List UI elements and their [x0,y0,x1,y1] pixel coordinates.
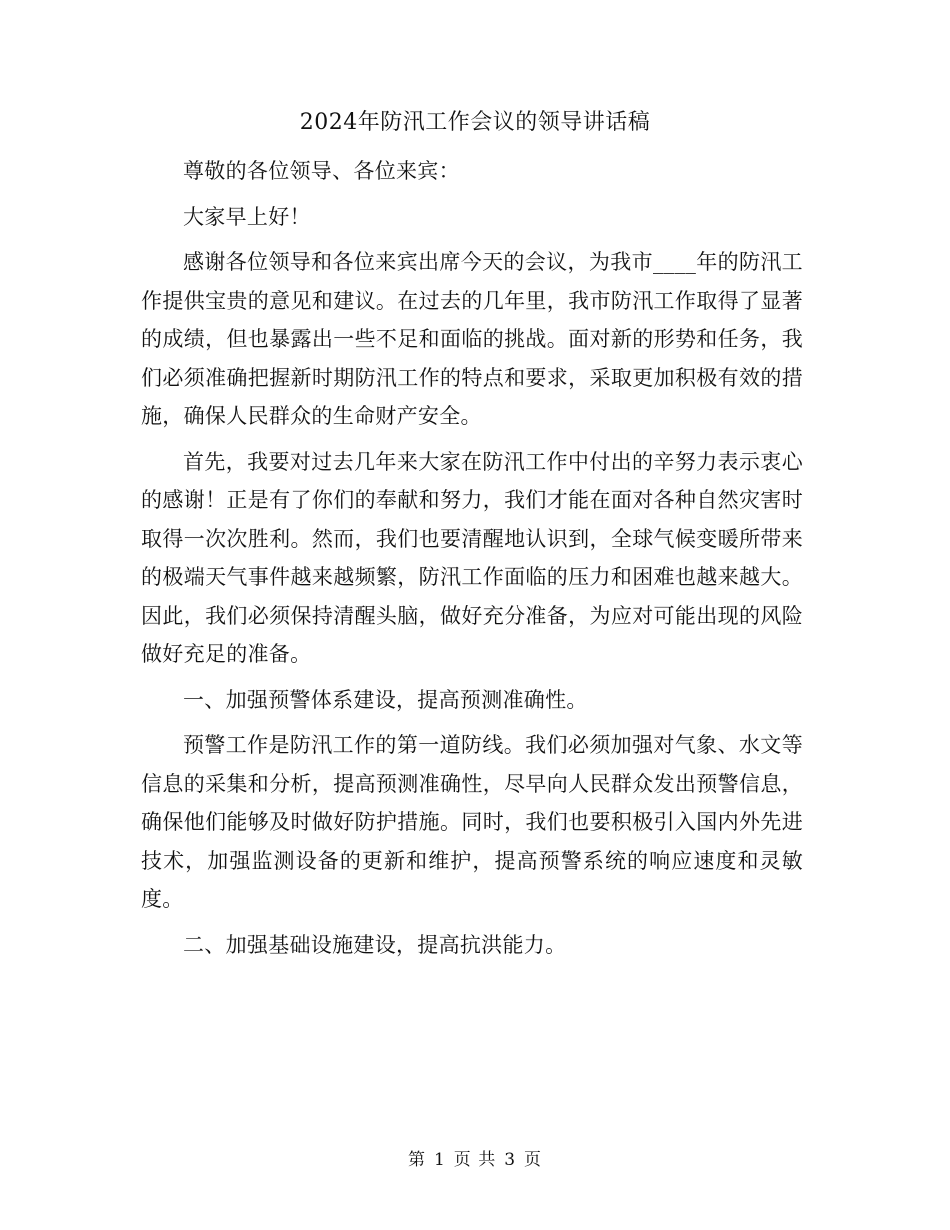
footer-mid: 页 共 [453,1150,497,1170]
document-title: 2024年防汛工作会议的领导讲话稿 [299,110,651,135]
section-heading-1: 一、加强预警体系建设，提高预测准确性。 [183,687,588,712]
footer-prefix: 第 [407,1150,426,1170]
page-footer [0,1146,950,1174]
total-pages: 3 [504,1150,517,1170]
salutation: 尊敬的各位领导、各位来宾： [183,159,460,183]
document-body [141,152,803,971]
section-heading-2: 二、加强基础设施建设，提高抗洪能力。 [183,932,567,957]
paragraph-first: 首先，我要对过去几年来大家在防汛工作中付出的辛努力表示衷心的感谢！正是有了你们的奉献和努力，我们才能在面对各种自然灾害时取得一次次胜利。然而，我们也要清醒地认识到，全球气候变暖所带来的极端天气事件越来越频繁，防汛工作面临的压力和困难也越来越大。因此，我们必须保持清醒头脑，做好充分准备，为应对可能出现的风险做好充足的准备。 [141,449,803,666]
paragraph-warning: 预警工作是防汛工作的第一道防线。我们必须加强对气象、水文等信息的采集和分析，提高预测准确性，尽早向人民群众发出预警信息，确保他们能够及时做好防护措施。同时，我们也要积极引入国内外先进技术，加强监测设备的更新和维护，提高预警系统的响应速度和灵敏度。 [141,733,803,911]
current-page-number: 1 [433,1150,446,1170]
paragraph-thanks: 感谢各位领导和各位来宾出席今天的会议，为我市____年的防汛工作提供宝贵的意见和建议。在过去的几年里，我市防汛工作取得了显著的成绩，但也暴露出一些不足和面临的挑战。面对新的形势和任务，我们必须准确把握新时期防汛工作的特点和要求，采取更加积极有效的措施，确保人民群众的生命财产安全。 [141,250,803,428]
greeting: 大家早上好！ [183,204,311,229]
footer-suffix: 页 [524,1150,543,1170]
